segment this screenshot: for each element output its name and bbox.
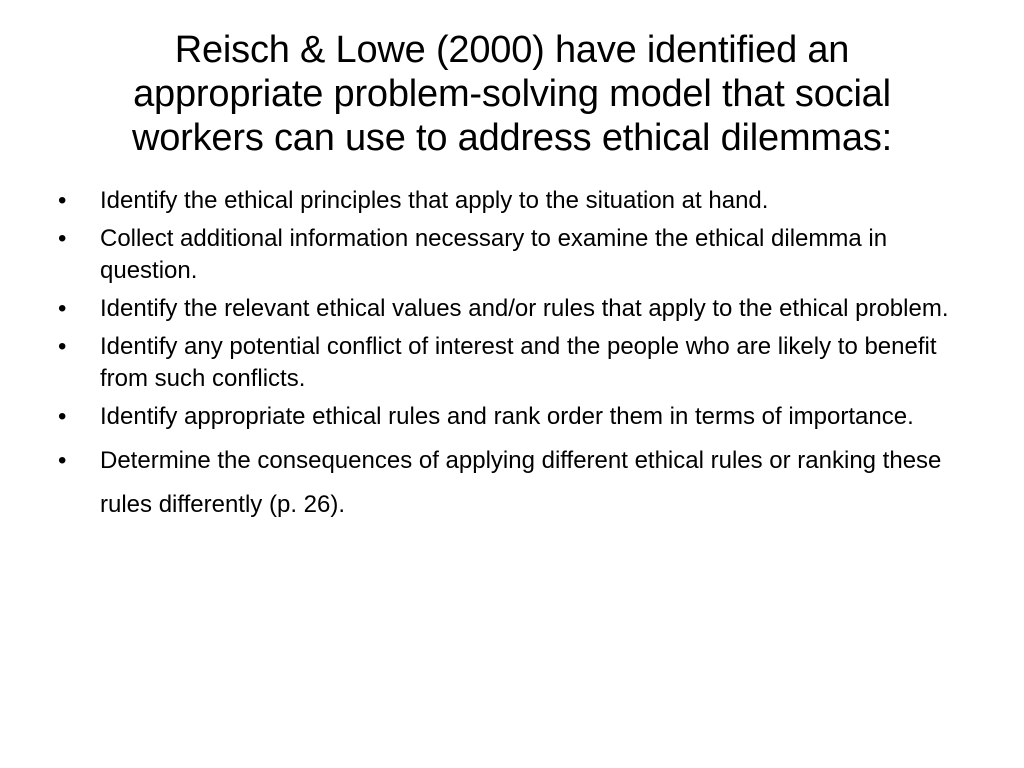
bullet-icon: • (58, 295, 67, 322)
bullet-list (58, 185, 958, 533)
list-item (58, 331, 958, 395)
bullet-text: Determine the consequences of applying different ethical rules or ranking these rules differently (p. 26). (100, 447, 942, 518)
list-item (58, 223, 958, 287)
list-item (58, 293, 958, 325)
list-item (58, 401, 958, 433)
bullet-text: Identify the ethical principles that apply to the situation at hand. (100, 187, 769, 214)
bullet-icon: • (58, 333, 67, 360)
bullet-icon: • (58, 225, 67, 252)
bullet-text: Identify appropriate ethical rules and rank order them in terms of importance. (100, 403, 914, 430)
slide-title: Reisch & Lowe (2000) have identified an appropriate problem-solving model that social workers can use to address ethical dilemmas: (132, 29, 892, 159)
bullet-text: Identify any potential conflict of interest and the people who are likely to benefit from such conflicts. (100, 333, 937, 392)
bullet-icon: • (58, 187, 67, 214)
bullet-text: Collect additional information necessary to examine the ethical dilemma in question. (100, 225, 888, 284)
bullet-icon: • (58, 403, 67, 430)
bullet-icon: • (58, 447, 67, 474)
bullet-text: Identify the relevant ethical values and/or rules that apply to the ethical problem. (100, 295, 949, 322)
list-item (58, 185, 958, 217)
list-item (58, 439, 958, 527)
